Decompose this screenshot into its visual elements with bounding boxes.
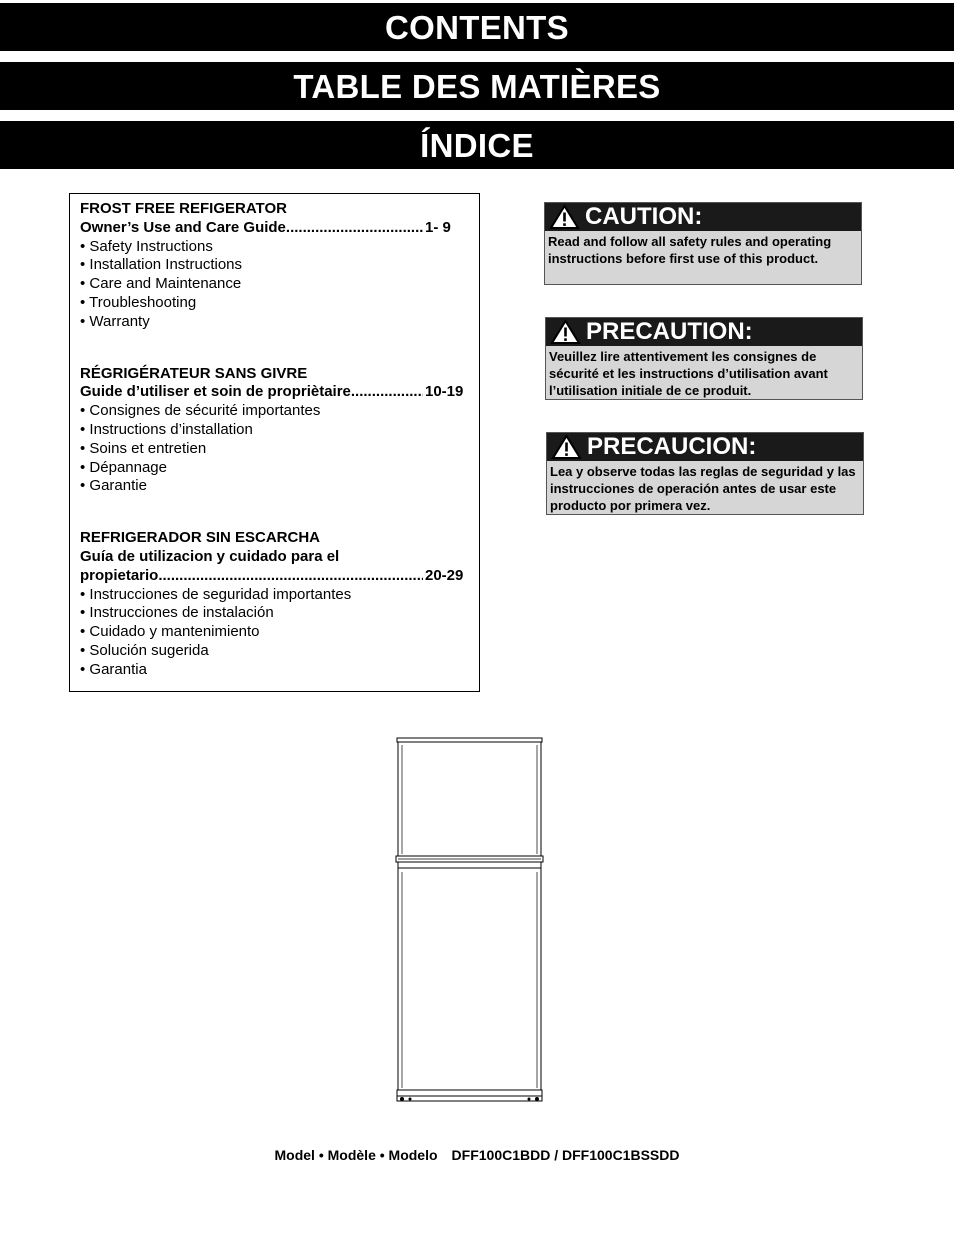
toc-page-range: 1- 9 xyxy=(425,218,451,236)
caution-header xyxy=(547,433,863,461)
toc-guide-title: Owner’s Use and Care Guide xyxy=(80,218,286,236)
warning-triangle-icon xyxy=(550,319,581,345)
toc-section-heading: REFRIGERADOR SIN ESCARCHA xyxy=(80,529,321,547)
list-item: • Instrucciones de seguridad importantes xyxy=(80,586,465,605)
caution-box-spanish xyxy=(546,432,864,515)
toc-section-english xyxy=(80,200,465,332)
toc-section-heading: FROST FREE REFIGERATOR xyxy=(80,200,287,217)
caution-text: Lea y observe todas las reglas de seguridad y las instrucciones de operación antes de usar este producto por primera vez. xyxy=(550,464,856,513)
toc-section-spanish xyxy=(80,529,465,679)
list-item: • Installation Instructions xyxy=(80,256,465,275)
toc-section-french xyxy=(80,365,465,497)
list-item: • Instructions d’installation xyxy=(80,421,465,440)
toc-leader-dots xyxy=(351,383,423,402)
caution-header xyxy=(546,318,862,346)
refrigerator-illustration xyxy=(394,736,544,1106)
warning-triangle-icon xyxy=(549,204,580,230)
toc-page-range: 10-19 xyxy=(425,383,464,401)
list-item: • Garantia xyxy=(80,661,465,680)
warning-triangle-icon xyxy=(551,434,582,460)
toc-guide-title: Guide d’utiliser et soin de propriètaire xyxy=(80,383,351,401)
caution-box-english xyxy=(544,202,862,285)
indice-banner: ÍNDICE xyxy=(0,121,954,169)
list-item: • Troubleshooting xyxy=(80,294,465,313)
caution-title: CAUTION: xyxy=(585,203,703,230)
table-of-contents-box xyxy=(69,193,480,692)
list-item: • Safety Instructions xyxy=(80,238,465,257)
list-item: • Garantie xyxy=(80,477,465,496)
list-item: • Soins et entretien xyxy=(80,440,465,459)
table-des-matieres-banner: TABLE DES MATIÈRES xyxy=(0,62,954,110)
model-line xyxy=(0,1147,954,1163)
list-item: • Instrucciones de instalación xyxy=(80,604,465,623)
toc-item-list xyxy=(80,402,465,496)
list-item: • Consignes de sécurité importantes xyxy=(80,402,465,421)
toc-guide-line[interactable] xyxy=(80,567,465,586)
contents-banner: CONTENTS xyxy=(0,3,954,51)
toc-guide-line[interactable] xyxy=(80,219,465,238)
model-numbers: DFF100C1BDD / DFF100C1BSSDD xyxy=(451,1147,680,1163)
toc-section-heading: RÉGRIGÉRATEUR SANS GIVRE xyxy=(80,364,308,382)
toc-guide-line[interactable] xyxy=(80,383,465,402)
caution-title: PRECAUCION: xyxy=(587,433,757,460)
caution-text: Read and follow all safety rules and operating instructions before first use of this product. xyxy=(548,234,832,266)
caution-title: PRECAUTION: xyxy=(586,318,753,345)
toc-item-list xyxy=(80,586,465,680)
model-label: Model • Modèle • Modelo xyxy=(274,1147,438,1163)
list-item: • Cuidado y mantenimiento xyxy=(80,623,465,642)
caution-box-french xyxy=(545,317,863,400)
toc-guide-title-line1: Guía de utilizacion y cuidado para el xyxy=(80,547,340,565)
toc-item-list xyxy=(80,238,465,332)
toc-page-range: 20-29 xyxy=(425,566,464,584)
list-item: • Solución sugerida xyxy=(80,642,465,661)
list-item: • Care and Maintenance xyxy=(80,275,465,294)
caution-text: Veuillez lire attentivement les consignes de sécurité et les instructions d’utilisation avant l’utilisation initiale de ce produit. xyxy=(549,349,828,398)
toc-leader-dots xyxy=(158,567,423,586)
toc-leader-dots xyxy=(286,219,423,238)
toc-guide-title: propietario xyxy=(80,566,159,584)
list-item: • Dépannage xyxy=(80,459,465,478)
caution-header xyxy=(545,203,861,231)
list-item: • Warranty xyxy=(80,313,465,332)
